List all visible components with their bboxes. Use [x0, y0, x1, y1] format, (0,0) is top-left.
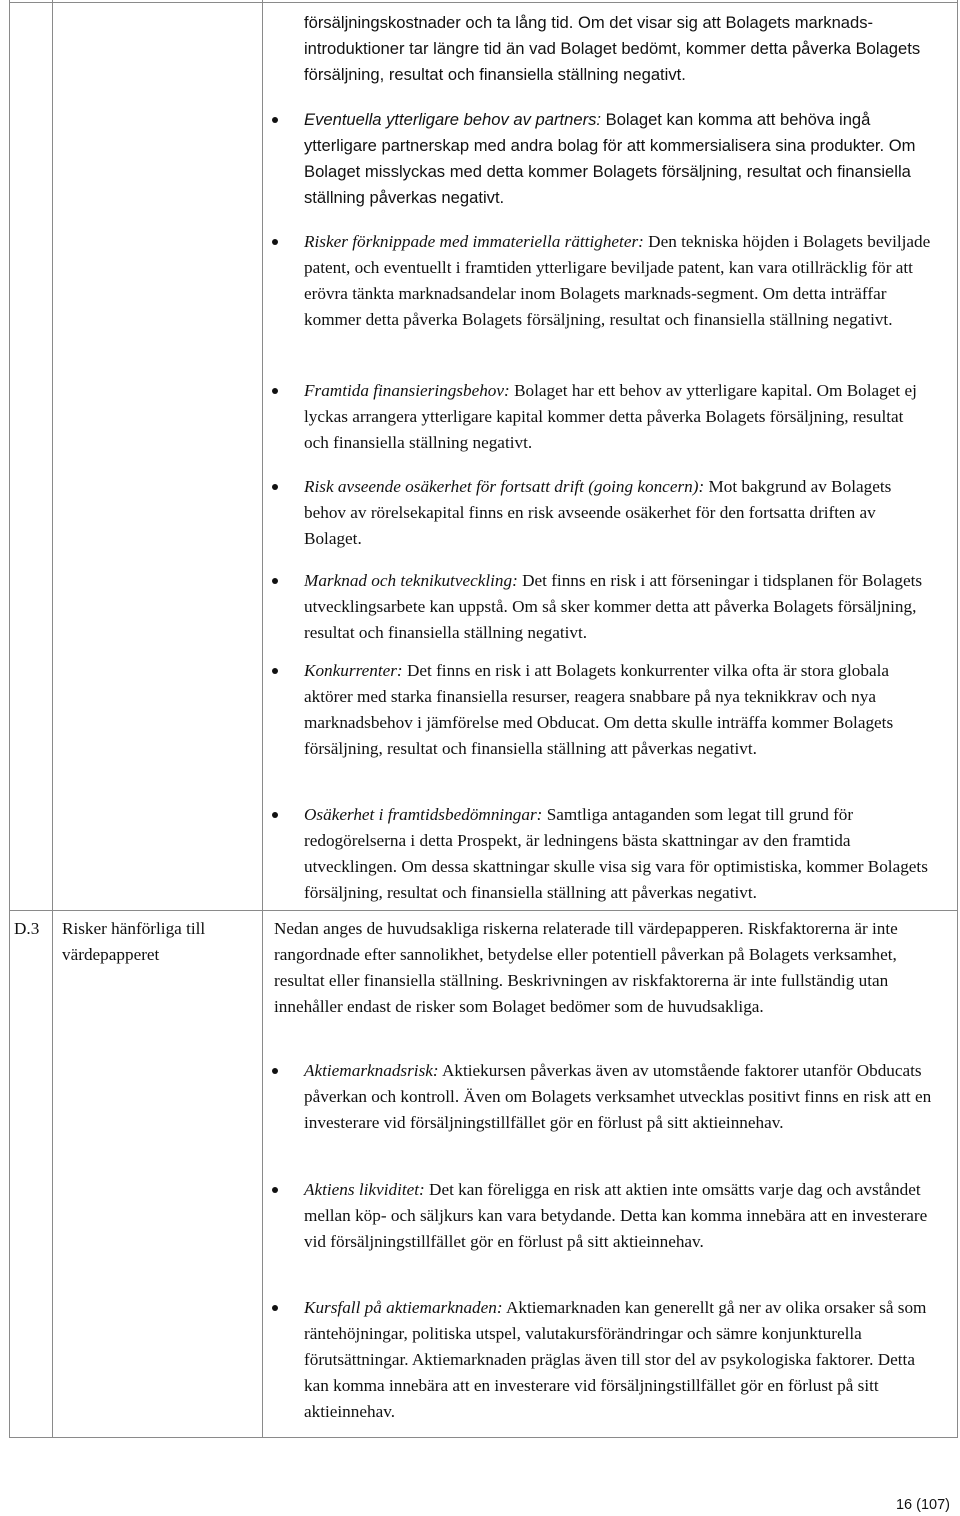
section-intro: Nedan anges de huvudsakliga riskerna relaterade till värdepapperen. Riskfaktorerna är inte rangordnade efter sannolikhet, betydelse eller potentiell påverkan på Bolagets verksamhet, resultat eller finansiella ställning. Beskrivningen av riskfaktorerna är inte fullständig utan innehåller endast de risker som Bolaget bedömer som de huvudsakliga. [274, 919, 898, 1016]
bullet-icon [272, 239, 278, 245]
risk-bullet-text: Bolaget kan komma att behöva ingå ytterligare partnerskap med andra bolag för att kommersialisera sina produkter. Om Bolaget misslyckas med detta kommer Bolagets försäljning, resultat och finansiella ställning påverkas negativt. [304, 110, 916, 207]
risk-bullet-text: Mot bakgrund av Bolagets behov av rörelsekapital finns en risk avseende osäkerhet för den fortsatta driften av Bolaget. [304, 477, 892, 548]
section-number: D.3 [14, 919, 40, 938]
risk-bullet-title: Framtida finansieringsbehov: [304, 381, 510, 400]
risk-bullet [304, 474, 919, 552]
table-border-top [9, 2, 958, 3]
bullet-icon [272, 812, 278, 818]
risk-bullet [304, 568, 944, 646]
risk-bullet [304, 378, 929, 456]
bullet-icon [272, 117, 278, 123]
security-risk-title: Aktiens likviditet: [304, 1180, 425, 1199]
section-label: Risker hänförliga till värdepapperet [62, 919, 206, 964]
security-risk-text: Aktiekursen påverkas även av utomstående faktorer utanför Obducats påverkan och kontroll. Även om Bolagets verksamhet utvecklas positivt finns en risk att en investerare vid försäljningstillfället gör en förlust på sitt aktieinnehav. [304, 1061, 932, 1132]
bullet-icon [272, 578, 278, 584]
risk-bullet [304, 658, 914, 762]
table-border-col2 [262, 0, 263, 1438]
risk-bullet-text: Den tekniska höjden i Bolagets beviljade patent, och eventuellt i framtiden ytterligare beviljade patent, kan vara otillräcklig för att erövra tänkta marknadsandelar inom Bolagets marknads-segment. Om detta inträffar kommer detta påverka Bolagets försäljning, resultat och finansiella ställning negativt. [304, 232, 931, 329]
security-risk-title: Aktiemarknadsrisk: [304, 1061, 439, 1080]
bullet-icon [272, 484, 278, 490]
continuation-paragraph: försäljningskostnader och ta lång tid. Om det visar sig att Bolagets marknads-introduktioner tar längre tid än vad Bolaget bedömt, kommer detta påverka Bolagets försäljning, resultat och finansiella ställning negativt. [304, 13, 921, 84]
risk-bullet [304, 229, 944, 333]
security-risk-bullet [304, 1295, 944, 1425]
table-row-divider [9, 910, 958, 911]
page-number: 16 (107) [895, 1497, 950, 1513]
bullet-icon [272, 668, 278, 674]
table-border-col1 [52, 0, 53, 1438]
risk-bullet [304, 107, 924, 211]
risk-bullet-text: Det finns en risk i att förseningar i tidsplanen för Bolagets utvecklingsarbete kan uppstå. Om så sker kommer detta att påverka Bolagets försäljning, resultat och finansiella ställning negativt. [304, 571, 923, 642]
risk-bullet [304, 802, 939, 906]
risk-bullet-title: Konkurrenter: [304, 661, 403, 680]
risk-bullet-title: Osäkerhet i framtidsbedömningar: [304, 805, 543, 824]
security-risk-title: Kursfall på aktiemarknaden: [304, 1298, 503, 1317]
bullet-icon [272, 1068, 278, 1074]
bullet-icon [272, 1305, 278, 1311]
bullet-icon [272, 1187, 278, 1193]
table-border-right [957, 0, 958, 1438]
security-risk-text: Aktiemarknaden kan generellt gå ner av olika orsaker så som räntehöjningar, politiska utspel, valutakursförändringar och sämre konjunkturella förutsättningar. Aktiemarknaden präglas även till stor del av psykologiska faktorer. Detta kan komma innebära att en investerare vid försäljningstillfället gör en förlust på sitt aktieinnehav. [304, 1298, 927, 1421]
risk-bullet-title: Risker förknippade med immateriella rättigheter: [304, 232, 644, 251]
bullet-icon [272, 388, 278, 394]
risk-bullet-text: Det finns en risk i att Bolagets konkurrenter vilka ofta är stora globala aktörer med starka finansiella resurser, reagera snabbare på nya teknikkrav och nya marknadsbehov i jämförelse med Obducat. Om detta skulle inträffa kommer Bolagets försäljning, resultat och finansiella ställning att påverkas negativt. [304, 661, 894, 758]
security-risk-bullet [304, 1177, 944, 1255]
table-border-bottom [9, 1437, 958, 1438]
security-risk-bullet [304, 1058, 944, 1136]
risk-bullet-title: Eventuella ytterligare behov av partners: [304, 110, 602, 129]
security-risk-text: Det kan föreligga en risk att aktien inte omsätts varje dag och avståndet mellan köp- och säljkurs kan vara betydande. Detta kan komma innebära att en investerare vid försäljningstillfället gör en förlust på sitt aktieinnehav. [304, 1180, 928, 1251]
risk-bullet-text: Bolaget har ett behov av ytterligare kapital. Om Bolaget ej lyckas arrangera ytterligare kapital kommer detta påverka Bolagets försäljning, resultat och finansiella ställning negativt. [304, 381, 917, 452]
risk-bullet-title: Risk avseende osäkerhet för fortsatt drift (going koncern): [304, 477, 705, 496]
risk-bullet-text: Samtliga antaganden som legat till grund för redogörelserna i detta Prospekt, är ledningens bästa skattningar av den framtida utvecklingen. Om dessa skattningar skulle visa sig vara för optimistiska, kommer Bolagets försäljning, resultat och finansiella ställning att påverkas negativt. [304, 805, 928, 902]
table-border-left [9, 0, 10, 1438]
risk-bullet-title: Marknad och teknikutveckling: [304, 571, 518, 590]
